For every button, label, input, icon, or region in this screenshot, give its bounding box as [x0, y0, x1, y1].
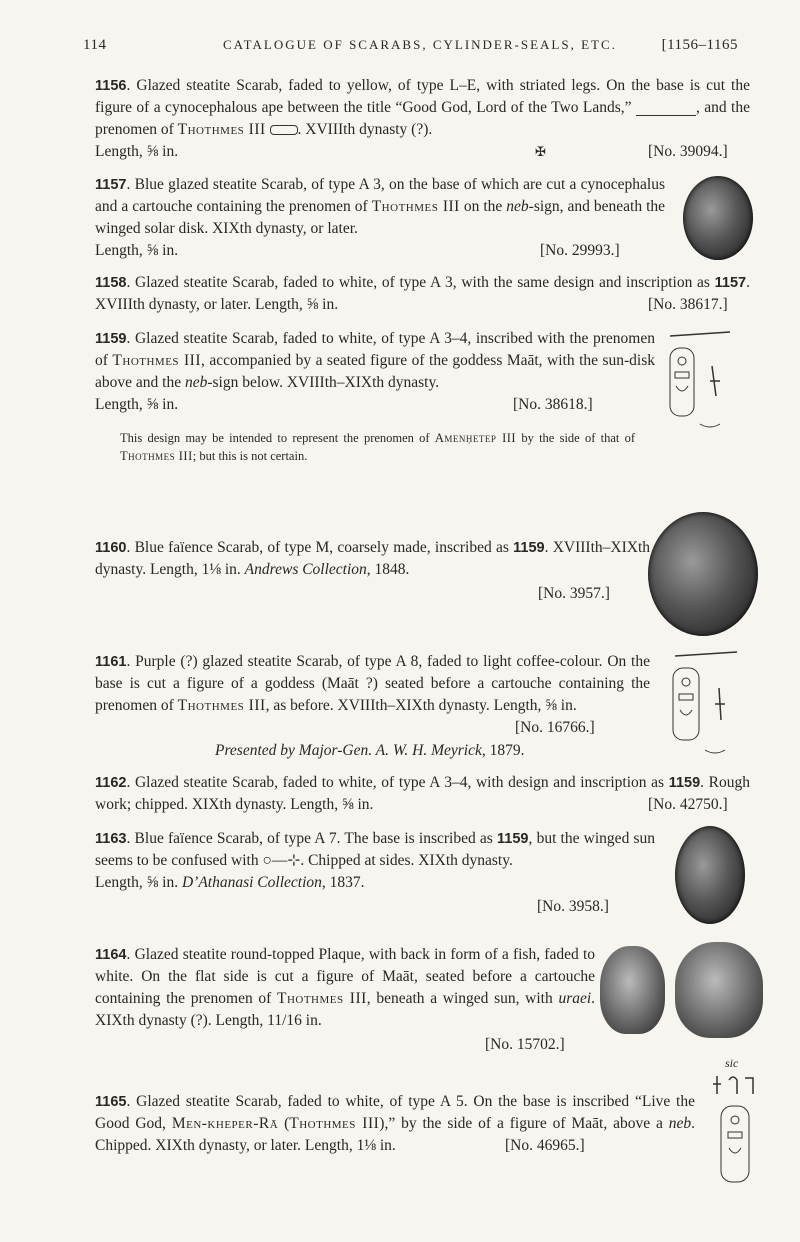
entry-text: ),” by the side of a figure of Maāt, above a	[379, 1115, 663, 1132]
entry-text: Blue faïence Scarab, of type A 7. The base is inscribed as	[134, 830, 493, 847]
scarab-photo	[683, 176, 753, 260]
cross-reference: 1159	[513, 540, 545, 556]
entry-text: Blue glazed steatite Scarab, of type A 3, on the base of which are cut a cynocephalus and a cartouche containing the prenomen of	[95, 176, 666, 215]
entry-text: on the	[463, 198, 503, 215]
entry-number: 1156	[95, 78, 127, 94]
entry-text: . Chipped. XIXth dynasty, or later. Length, 1⅛ in.	[95, 1115, 696, 1154]
entry-text: . XIXth dynasty (?). Length, 11/16 in.	[95, 990, 596, 1029]
cartouche-drawing-icon	[660, 326, 740, 436]
royal-name: Thothmes III	[120, 449, 193, 463]
royal-name: Thothmes III	[276, 990, 367, 1007]
entry-text: Glazed steatite Scarab, faded to white, of type A 3, with the same design and inscription as	[135, 274, 710, 291]
running-title: CATALOGUE OF SCARABS, CYLINDER-SEALS, ETC.	[223, 37, 617, 52]
entry-number: 1164	[95, 947, 127, 963]
entry-text: , 1837.	[321, 874, 365, 891]
entry-length-line	[95, 872, 365, 894]
cartouche-drawing-icon	[665, 644, 745, 762]
cross-reference: 1159	[668, 775, 701, 791]
entry-note	[120, 429, 635, 465]
entry-length: Length, ⅝ in.	[95, 242, 179, 259]
entry-text: Blue faïence Scarab, of type M, coarsely made, inscribed as	[134, 539, 509, 556]
entry-1165: 1165. Glazed steatite Scarab, faded to white, of type A 5. On the base is inscribed “Live the Good God, Men-kheper-Rā (Thothmes III),” by the side of a figure of Maāt, above a neb. Chipped. XIXth dynasty, or later. Length, 1⅛ in.	[95, 1093, 696, 1154]
entry-text: Glazed steatite round-topped Plaque, with back in form of a fish, faded to white. On the flat side is cut a figure of Maāt, seated before a cartouche containing the prenomen of	[95, 946, 595, 1007]
scarab-photo	[648, 512, 758, 636]
entry-1162: 1162. Glazed steatite Scarab, faded to white, of type A 3–4, with design and inscription as 1159. Rough work; chipped. XIXth dynasty. Length, ⅝ in.	[95, 774, 751, 813]
entry-1156: 1156. Glazed steatite Scarab, faded to yellow, of type L–E, with striated legs. On the base is cut the figure of a cynocephalous ape between the title “Good God, Lord of the Two Lands,” , and the prenomen of Thothmes III . XVIIIth dynasty (?).	[95, 77, 750, 138]
scarab-mark-icon: ✠	[535, 144, 546, 159]
entry-number: 1165	[95, 1094, 127, 1110]
entry-1160: 1160. Blue faïence Scarab, of type M, coarsely made, inscribed as 1159. XVIIIth–XIXth dynasty. Length, 1⅛ in. Andrews Collection, 1848.	[95, 539, 651, 578]
winged-sun-glyph-icon: ○—⊹	[262, 852, 301, 869]
entry-length: Length, ⅝ in.	[95, 143, 179, 160]
entry-text: , beneath a winged sun, with	[366, 990, 553, 1007]
entry-text: Glazed steatite Scarab, faded to white, of type A 3–4, with design and inscription as	[134, 774, 665, 791]
royal-name: Men-kheper-Rā	[171, 1115, 279, 1132]
entry-text: -sign, and beneath the winged solar disk. XIXth dynasty, or later.	[95, 198, 666, 237]
neb-word: neb	[668, 1115, 692, 1132]
museum-number: [No. 42750.]	[648, 796, 728, 813]
entry-1163: 1163. Blue faïence Scarab, of type A 7. The base is inscribed as 1159, but the winged sun seems to be confused with ○—⊹. Chipped at sides. XIXth dynasty.	[95, 830, 656, 869]
royal-name: Thothmes III	[177, 121, 266, 138]
entry-text: . XVIIIth dynasty (?).	[297, 121, 433, 138]
uraei-word: uraei	[558, 990, 592, 1007]
hieroglyph-title	[636, 101, 696, 116]
entry-1161: 1161. Purple (?) glazed steatite Scarab, of type A 8, faded to light coffee-colour. On the base is cut a figure of a goddess (Maāt ?) seated before a cartouche containing the prenomen of Thothmes III, as before. XVIIIth–XIXth dynasty. Length, ⅝ in.	[95, 653, 650, 714]
plaque-back-photo	[600, 946, 665, 1034]
cross-reference: 1159	[497, 831, 529, 847]
entry-text: Glazed steatite Scarab, faded to white, of type A 5. On the base is inscribed “Live the Good God,	[95, 1093, 695, 1132]
museum-number: [No. 38618.]	[513, 396, 593, 413]
museum-number: [No. 16766.]	[515, 719, 595, 736]
entry-text: . Rough work; chipped. XIXth dynasty. Length, ⅝ in.	[95, 774, 751, 813]
entry-number: 1159	[95, 331, 127, 347]
museum-number: [No. 29993.]	[540, 242, 620, 259]
entry-text: Purple (?) glazed steatite Scarab, of type A 8, faded to light coffee-colour. On the base is cut a figure of a goddess (Maāt ?) seated before a cartouche containing the prenomen of	[95, 653, 650, 714]
cross-reference: 1157	[714, 275, 747, 291]
entry-text: , and the prenomen of	[95, 99, 750, 138]
entry-number: 1161	[95, 654, 127, 670]
sic-note: sic	[725, 1056, 739, 1070]
note-text: This design may be intended to represent the prenomen of	[120, 431, 430, 445]
presentation-line	[215, 740, 524, 762]
entry-number: 1160	[95, 540, 127, 556]
entry-text: Glazed steatite Scarab, faded to yellow, of type L–E, with striated legs. On the base is cut the figure of a cynocephalous ape between the title “Good God, Lord of the Two Lands,”	[95, 77, 750, 116]
entry-text: Glazed steatite Scarab, faded to white, of type A 3–4, inscribed with the prenomen of	[95, 330, 655, 369]
entry-1159: 1159. Glazed steatite Scarab, faded to white, of type A 3–4, inscribed with the prenomen of Thothmes III, accompanied by a seated figure of the goddess Maāt, with the sun-disk above and the neb-sign below. XVIIIth–XIXth dynasty.	[95, 330, 656, 391]
entry-text: , but the winged sun seems to be confused with	[95, 830, 656, 869]
entry-number: 1157	[95, 177, 127, 193]
plaque-face-photo	[675, 942, 763, 1038]
entry-text: . XVIIIth dynasty, or later. Length, ⅝ in.	[95, 274, 750, 313]
entry-1157: 1157. Blue glazed steatite Scarab, of type A 3, on the base of which are cut a cynocephalus and a cartouche containing the prenomen of Thothmes III on the neb-sign, and beneath the winged solar disk. XIXth dynasty, or later.	[95, 176, 666, 237]
collection-name: Andrews Collection	[244, 561, 367, 578]
museum-number: [No. 3957.]	[538, 585, 610, 602]
entry-text: , accompanied by a seated figure of the goddess Maāt, with the sun-disk above and the	[95, 352, 656, 391]
entry-length: Length, ⅝ in.	[95, 874, 179, 891]
cartouche-glyph	[270, 125, 298, 135]
museum-number: [No. 38617.]	[648, 296, 728, 313]
cartouche-drawing-icon	[705, 1072, 765, 1192]
entry-text: (	[284, 1115, 290, 1132]
scarab-photo	[675, 826, 745, 924]
entry-number: 1158	[95, 275, 127, 291]
museum-number: [No. 15702.]	[485, 1036, 565, 1053]
entry-number: 1163	[95, 831, 127, 847]
note-text: ; but this is not certain.	[192, 449, 308, 463]
entry-text: , 1848.	[366, 561, 410, 578]
royal-name: Amenḥetep III	[434, 431, 517, 445]
entry-length: Length, ⅝ in.	[95, 396, 179, 413]
neb-word: neb	[184, 374, 208, 391]
neb-word: neb	[506, 198, 529, 215]
entry-text: . Chipped at sides. XIXth dynasty.	[300, 852, 513, 869]
presenter: Presented by Major-Gen. A. W. H. Meyrick	[215, 742, 482, 759]
museum-number: [No. 39094.]	[648, 143, 728, 160]
royal-name: Thothmes III	[177, 697, 266, 714]
note-text: by the side of that of	[521, 431, 636, 445]
entry-text: , 1879.	[481, 742, 525, 759]
entry-text: -sign below. XVIIIth–XIXth dynasty.	[207, 374, 440, 391]
collection-name: D’Athanasi Collection	[181, 874, 322, 891]
entry-1158: 1158. Glazed steatite Scarab, faded to white, of type A 3, with the same design and inscription as 1157. XVIIIth dynasty, or later. Length, ⅝ in.	[95, 274, 750, 313]
entry-1164: 1164. Glazed steatite round-topped Plaque, with back in form of a fish, faded to white. On the flat side is cut a figure of Maāt, seated before a cartouche containing the prenomen of Thothmes III, beneath a winged sun, with uraei. XIXth dynasty (?). Length, 11/16 in.	[95, 946, 596, 1029]
entry-text: . XVIIIth–XIXth dynasty. Length, 1⅛ in.	[95, 539, 651, 578]
entry-range: [1156–1165	[661, 37, 738, 53]
royal-name: Thothmes III	[289, 1115, 380, 1132]
museum-number: [No. 46965.]	[505, 1137, 585, 1154]
entry-text: , as before. XVIIIth–XIXth dynasty. Length, ⅝ in.	[265, 697, 577, 714]
page-number: 114	[83, 37, 107, 53]
entry-number: 1162	[95, 775, 127, 791]
royal-name: Thothmes III	[112, 352, 202, 369]
museum-number: [No. 3958.]	[537, 898, 609, 915]
royal-name: Thothmes III	[371, 198, 460, 215]
